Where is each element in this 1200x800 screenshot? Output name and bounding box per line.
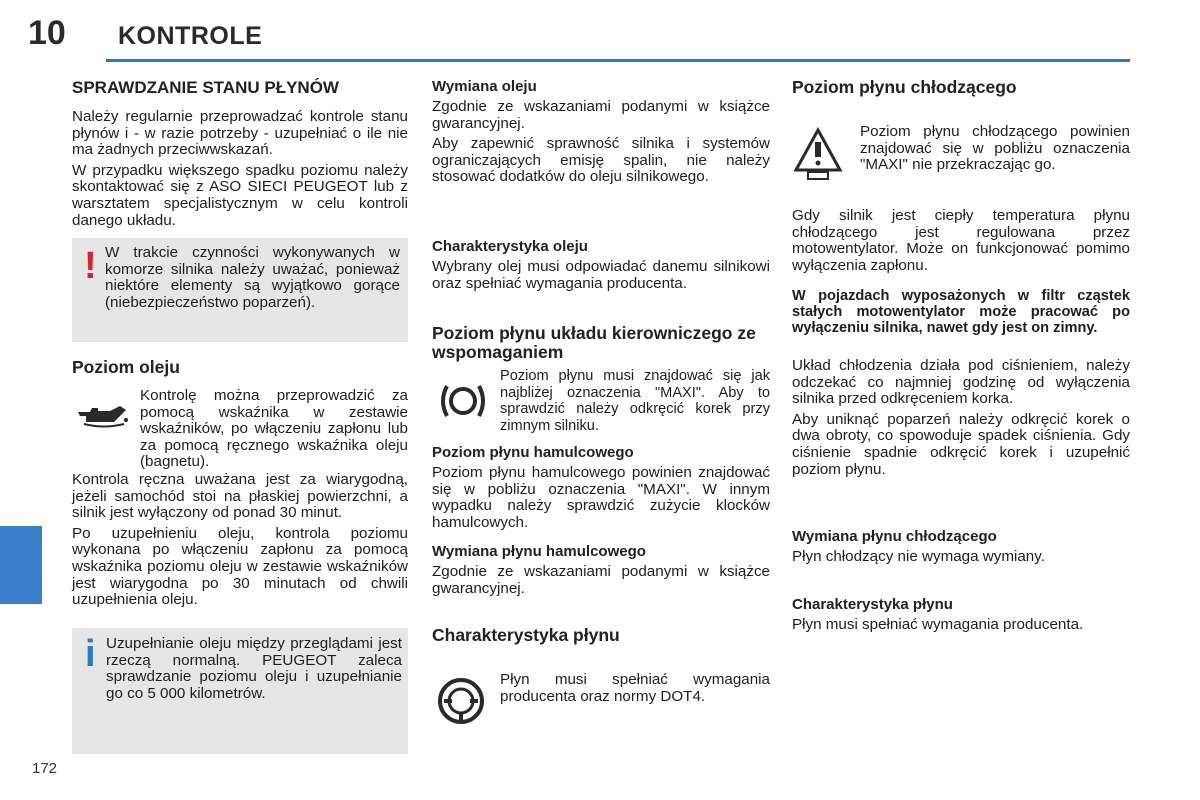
heading-coolant-level: Poziom płynu chłodzącego bbox=[792, 77, 1017, 97]
intro-paragraph-2: W przypadku większego spadku poziomu należy skontaktować się z ASO SIECI PEUGEOT lub z warsztatem specjalistycznym w celu kontroli danego układu. bbox=[72, 161, 408, 229]
page-number: 172 bbox=[32, 760, 58, 777]
power-steering-text: Poziom płynu musi znajdować się jak najbliżej oznaczenia "MAXI". Aby to sprawdzić należy odkręcić korek przy zimnym silniku. bbox=[500, 368, 770, 434]
coolant-spec-paragraph: Płyn musi spełniać wymagania producenta. bbox=[792, 616, 1084, 633]
chapter-number: 10 bbox=[28, 14, 66, 52]
oil-change-paragraph-2: Aby zapewnić sprawność silnika i systemów ograniczających emisję spalin, nie należy stosować dodatków do oleju silnikowego. bbox=[432, 135, 770, 186]
coolant-change-paragraph: Płyn chłodzący nie wymaga wymiany. bbox=[792, 548, 1045, 565]
column-left bbox=[72, 78, 408, 233]
info-text: Uzupełnianie oleju między przeglądami jest rzeczą normalną. PEUGEOT zaleca sprawdzanie poziomu oleju i uzupełnianie go co 5 000 kilometrów. bbox=[106, 635, 402, 702]
heading-brake-change: Wymiana płynu hamulcowego bbox=[432, 543, 646, 560]
chapter-title: KONTROLE bbox=[118, 22, 263, 50]
warning-box bbox=[72, 238, 408, 342]
section-title-fluids: SPRAWDZANIE STANU PŁYNÓW bbox=[72, 78, 339, 97]
oil-spec-paragraph: Wybrany olej musi odpowiadać danemu silnikowi oraz spełniać wymagania producenta. bbox=[432, 258, 770, 292]
oil-change-paragraph-1: Zgodnie ze wskazaniami podanymi w książce gwarancyjnej. bbox=[432, 98, 770, 132]
brake-level-paragraph: Poziom płynu hamulcowego powinien znajdować się w pobliżu oznaczenia "MAXI". W innym wypadku należy sprawdzić zużycie klocków hamulcowych. bbox=[432, 464, 770, 531]
section-title-oil-level: Poziom oleju bbox=[72, 357, 180, 377]
heading-coolant-change: Wymiana płynu chłodzącego bbox=[792, 528, 997, 545]
coolant-paragraph-2: Układ chłodzenia działa pod ciśnieniem, należy odczekać co najmniej godzinę od wyłączenia silnika przed odkręceniem korka. bbox=[792, 357, 1130, 408]
chapter-side-tab bbox=[0, 526, 42, 604]
info-box bbox=[72, 628, 408, 754]
heading-brake-level: Poziom płynu hamulcowego bbox=[432, 444, 634, 461]
brake-fluid-spec-text: Płyn musi spełniać wymagania producenta oraz normy DOT4. bbox=[500, 671, 770, 705]
intro-paragraph-1: Należy regularnie przeprowadzać kontrole stanu płynów i - w razie potrzeby - uzupełniać o ile nie ma żadnych przeciwwskazań. bbox=[72, 108, 408, 159]
warning-text: W trakcie czynności wykonywanych w komorze silnika należy uważać, ponieważ niektóre elementy są wyjątkowo gorące (niebezpieczeństwo poparzeń). bbox=[105, 244, 400, 311]
warning-icon: ! bbox=[84, 245, 97, 287]
heading-oil-change: Wymiana oleju bbox=[432, 78, 537, 95]
brake-fluid-icon bbox=[436, 676, 486, 726]
heading-power-steering: Poziom płynu układu kierowniczego ze wspomaganiem bbox=[432, 323, 756, 362]
oil-level-icon-text: Kontrolę można przeprowadzić za pomocą wskaźnika w zestawie wskaźników, po włączeniu zapłonu lub za pomocą ręcznego wskaźnika oleju (bagnetu). bbox=[140, 387, 408, 471]
heading-coolant-spec: Charakterystyka płynu bbox=[792, 596, 953, 613]
heading-brake-fluid-spec: Charakterystyka płynu bbox=[432, 625, 620, 645]
info-icon: i bbox=[85, 633, 96, 675]
coolant-icon-text: Poziom płynu chłodzącego powinien znajdować się w pobliżu oznaczenia "MAXI" nie przekraczając go. bbox=[860, 123, 1130, 174]
oil-level-paragraph-2: Po uzupełnieniu oleju, kontrola poziomu wykonana po włączeniu zapłonu za pomocą wskaźnika poziomu oleju w zestawie wskaźników jest wiarygodna po 30 minutach od chwili uzupełnienia oleju. bbox=[72, 524, 408, 609]
coolant-dpf-note: W pojazdach wyposażonych w filtr cząstek stałych motowentylator może pracować po wyłączeniu silnika, nawet gdy jest on zimny. bbox=[792, 288, 1130, 336]
header-rule bbox=[106, 59, 1130, 62]
coolant-paragraph-1: Gdy silnik jest ciepły temperatura płynu chłodzącego jest regulowana przez motowentylator. Może on funkcjonować pomimo wyłączenia zapłonu. bbox=[792, 207, 1130, 274]
coolant-warning-icon bbox=[792, 124, 844, 180]
oil-level-paragraph-1: Kontrola ręczna uważana jest za wiarygodną, jeżeli samochód stoi na płaskiej powierzchni, a silnik jest wyłączony od ponad 30 minut. bbox=[72, 471, 408, 522]
brake-change-paragraph: Zgodnie ze wskazaniami podanymi w książce gwarancyjnej. bbox=[432, 563, 770, 597]
coolant-paragraph-3: Aby uniknąć poparzeń należy odkręcić korek o dwa obroty, co spowoduje spadek ciśnienia. Gdy ciśnienie spadnie odkręcić korek i uzupełnić poziom płynu. bbox=[792, 410, 1130, 478]
power-steering-icon bbox=[438, 378, 488, 424]
oil-can-icon bbox=[76, 402, 130, 430]
heading-oil-spec: Charakterystyka oleju bbox=[432, 238, 588, 255]
